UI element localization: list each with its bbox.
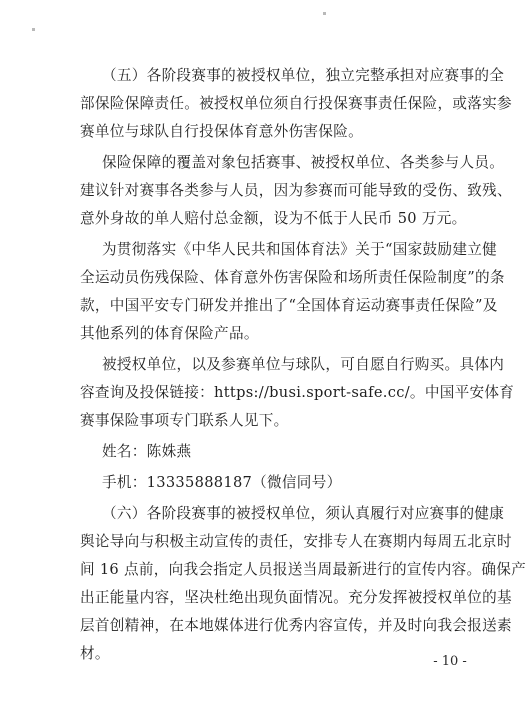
text-line: 保险保障的覆盖对象包括赛事、被授权单位、各类参与人员。	[102, 154, 505, 171]
contact-name: 姓名：陈姝燕	[102, 443, 192, 460]
text-line: 为贯彻落实《中华人民共和国体育法》关于“国家鼓励建立健	[102, 241, 498, 258]
text-fragment: 。中国平安体育	[409, 384, 515, 401]
text-line: 赛单位与球队自行投保体育意外伤害保险。	[80, 123, 363, 140]
page-number: - 10 -	[433, 654, 467, 669]
text-line: 舆论导向与积极主动宣传的责任，安排专人在赛期内每周五北京时	[80, 533, 512, 550]
text-line: 全运动员伤残保险、体育意外伤害保险和场所责任保险制度”的条	[80, 269, 505, 286]
insurance-link[interactable]: https://busi.sport-safe.cc/	[214, 384, 410, 401]
text-line: 间 16 点前，向我会指定人员报送当周最新进行的宣传内容。确保产	[80, 561, 526, 578]
text-line: （六）各阶段赛事的被授权单位，须认真履行对应赛事的健康	[102, 505, 505, 522]
text-line: 款，中国平安专门研发并推出了“全国体育运动赛事责任保险”及	[80, 297, 498, 314]
scan-mark	[32, 28, 35, 31]
text-line: 意外身故的单人赔付总金额，设为不低于人民币 50 万元。	[80, 210, 467, 227]
text-line: 被授权单位，以及参赛单位与球队，可自愿自行购买。具体内	[102, 356, 505, 373]
text-line: 其他系列的体育保险产品。	[80, 325, 259, 342]
text-line: 赛事保险事项专门联系人见下。	[80, 412, 289, 429]
text-line: 材。	[80, 645, 110, 662]
text-line: 部保险保障责任。被授权单位须自行投保赛事责任保险，或落实参	[80, 95, 512, 112]
contact-phone: 手机：13335888187（微信同号）	[102, 474, 342, 491]
paragraph-sports-law	[80, 236, 505, 348]
scan-mark	[323, 12, 326, 15]
text-line: 出正能量内容，坚决杜绝出现负面情况。充分发挥被授权单位的基	[80, 589, 512, 606]
paragraph-coverage	[80, 149, 512, 233]
paragraph-purchase	[80, 351, 515, 435]
paragraph-insurance-responsibility	[80, 62, 512, 146]
text-line: 建议针对赛事各类参与人员，因为参赛而可能导致的受伤、致残、	[80, 182, 512, 199]
text-line: （五）各阶段赛事的被授权单位，独立完整承担对应赛事的全	[102, 67, 505, 84]
text-fragment: 容查询及投保链接：	[80, 384, 215, 401]
text-line	[80, 379, 515, 407]
text-line: 层首创精神，在本地媒体进行优秀内容宣传，并及时向我会报送素	[80, 617, 512, 634]
contact-block	[80, 438, 430, 497]
